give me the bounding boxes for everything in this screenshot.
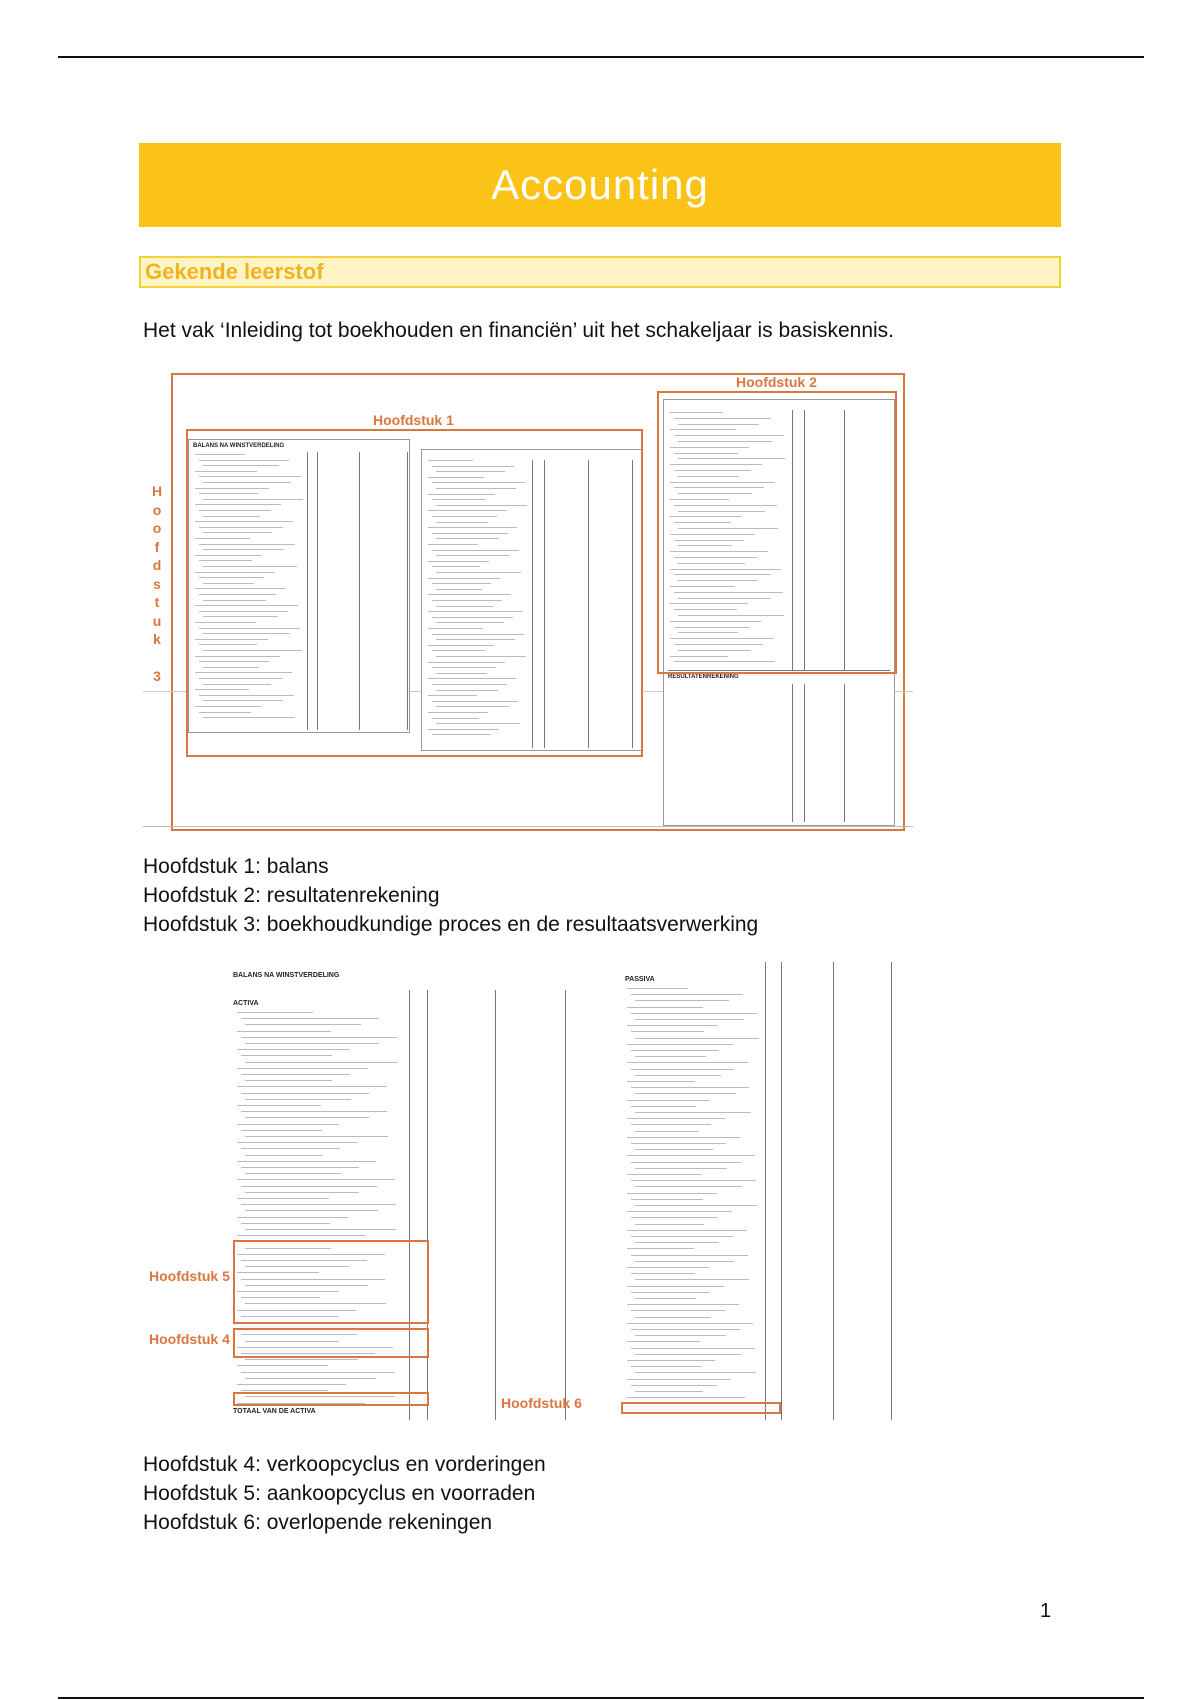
sheet-text-line [635,1279,749,1280]
sheet-text-line [241,1223,330,1224]
chapter-item: Hoofdstuk 5: aankoopcyclus en voorraden [143,1482,536,1505]
sheet-text-line [627,1025,718,1026]
sheet-text-line [635,1205,757,1206]
chapter3-label: H o o f d s t u k 3 [151,483,163,684]
sheet-text-line [627,1230,747,1231]
chapter-item: Hoofdstuk 6: overlopende rekeningen [143,1511,493,1534]
chapter2-label: Hoofdstuk 2 [736,374,817,390]
sheet-text-line [627,1044,733,1045]
balance-sheet-activa: BALANS NA WINSTVERDELING [188,439,410,733]
chapter1-label: Hoofdstuk 1 [373,412,454,428]
sheet-text-line [631,1031,704,1032]
sheet-text-line [237,1068,368,1069]
sheet-text-line [241,1130,322,1131]
sheet-text-line [245,1210,378,1211]
chapter4-label: Hoofdstuk 4 [149,1331,230,1347]
sheet-text-line [627,988,688,989]
sheet-text-line [635,1019,744,1020]
sheet-text-line [627,1155,755,1156]
sheet-text-line [237,1142,358,1143]
sheet-text-line [241,1167,359,1168]
chapter-item: Hoofdstuk 1: balans [143,855,329,878]
sheet-text-line [631,1255,748,1256]
sheet-text-line [627,1248,694,1249]
title-banner [139,143,1061,227]
sheet-text-line [627,1100,710,1101]
sheet-text-line [627,1360,715,1361]
chapter6-label: Hoofdstuk 6 [501,1395,582,1411]
bottom-rule [58,1697,1144,1699]
sheet-text-line [245,1155,322,1156]
sheet-text-line [237,1179,395,1180]
sheet-text-line [631,1310,725,1311]
sheet-text-line [241,1074,350,1075]
section-heading: Gekende leerstof [145,259,324,284]
sheet-text-line [245,1192,359,1193]
chapter5-frame [233,1240,429,1324]
sheet-text-line [631,1106,696,1107]
activa-detail-sheet: BALANS NA WINSTVERDELING ACTIVA TOTAAL VAN DE ACTIVA [233,960,573,1420]
passiva-detail-sheet: PASSIVA [621,962,903,1422]
chapter6-frame-left [233,1392,429,1406]
sheet-text-line [631,1199,703,1200]
sheet-text-line [245,1062,398,1063]
sheet-text-line [245,1136,388,1137]
sheet-text-line [627,1267,709,1268]
sheet-text-line [635,1149,713,1150]
sheet-text-line [635,1242,719,1243]
sheet-text-line [635,1112,751,1113]
sheet-text-line [631,1217,718,1218]
sheet-text-line [631,1273,695,1274]
sheet-text-line [237,1198,329,1199]
sheet-text-line [241,1018,379,1019]
sheet-text-line [631,1069,734,1070]
chapter1-frame [186,429,643,757]
sheet-text-line [635,1261,734,1262]
sheet-text-line [635,1317,711,1318]
sheet-text-line [635,1335,726,1336]
sheet-text-line [627,1193,717,1194]
sheet-text-line [627,1379,730,1380]
sheet-text-line [631,1013,757,1014]
sheet-text-line [245,1024,361,1025]
sheet-text-line [245,1378,376,1379]
chapter-item: Hoofdstuk 4: verkoopcyclus en vorderingen [143,1453,546,1476]
sheet-text-line [631,1162,741,1163]
sheet-text-line [627,1341,700,1342]
sheet-text-line [635,1354,741,1355]
sheet-text-line [241,1037,397,1038]
sheet-text-line [635,1224,704,1225]
sheet-text-line [627,1174,702,1175]
sheet-text-line [245,1043,379,1044]
sheet-text-line [237,1217,348,1218]
sheet-text-line [627,1397,745,1398]
sheet-text-line [635,1298,696,1299]
page-number: 1 [1040,1600,1052,1622]
figure1-bottom-line [143,826,913,827]
sheet-text-line [245,1099,351,1100]
chapter2-frame [657,391,897,674]
sheet-text-line [635,1075,721,1076]
sheet-text-line [635,1186,742,1187]
sheet-text-line [241,1204,396,1205]
sheet-text-line [631,1292,710,1293]
sheet-text-line [237,1235,366,1236]
sheet-text-line [237,1384,346,1385]
sheet-text-line [631,1236,733,1237]
sheet-text-line [635,1131,698,1132]
income-statement-sheet: RESULTATENREKENING [663,399,895,826]
sheet-text-line [631,1348,755,1349]
sheet-text-line [627,1081,695,1082]
sheet-text-line [635,1391,703,1392]
sheet-text-line [635,1168,727,1169]
sheet-text-line [237,1031,331,1032]
sheet-text-line [241,1093,369,1094]
sheet-text-line [631,1050,719,1051]
sheet-text-line [627,1137,740,1138]
section-heading-box [139,256,1061,288]
sheet-text-line [237,1012,313,1013]
sheet-text-line [241,1372,394,1373]
chapter5-label: Hoofdstuk 5 [149,1268,230,1284]
sheet-text-line [241,1148,340,1149]
sheet-text-line [627,1007,703,1008]
sheet-text-line [237,1086,387,1087]
sheet-text-line [631,1143,726,1144]
chapter-list-1 [143,852,758,939]
sheet-text-line [237,1105,321,1106]
sheet-text-line [241,1055,332,1056]
sheet-text-line [627,1118,725,1119]
intro-paragraph: Het vak ‘Inleiding tot boekhouden en financiën’ uit het schakeljaar is basiskennis. [143,319,895,342]
sheet-text-line [245,1117,369,1118]
sheet-text-line [627,1323,753,1324]
sheet-text-line [631,1180,756,1181]
sheet-text-line [241,1186,377,1187]
sheet-text-line [237,1161,376,1162]
sheet-text-line [631,994,743,995]
document-title: Accounting [491,161,709,208]
chapter-list-2 [143,1450,546,1537]
sheet-text-line [635,1000,729,1001]
sheet-text-line [635,1372,756,1373]
sheet-text-line [245,1173,341,1174]
sheet-text-line [237,1124,339,1125]
sheet-text-line [237,1365,328,1366]
figure-balance-overview [143,365,913,835]
sheet-text-line [627,1286,724,1287]
sheet-text-line [631,1329,740,1330]
sheet-text-line [635,1056,706,1057]
chapter-item: Hoofdstuk 2: resultatenrekening [143,884,440,907]
sheet-text-line [237,1049,350,1050]
figure-balance-detail [143,960,913,1430]
sheet-text-line [245,1359,358,1360]
sheet-text-line [627,1304,739,1305]
sheet-text-line [627,1211,732,1212]
sheet-text-line [245,1080,332,1081]
sheet-text-line [245,1229,396,1230]
sheet-text-line [241,1111,387,1112]
chapter-item: Hoofdstuk 3: boekhoudkundige proces en de resultaatsverwerking [143,913,759,936]
top-rule [58,56,1144,58]
chapter6-frame-right [621,1402,781,1414]
sheet-text-line [631,1385,717,1386]
sheet-text-line [627,1062,748,1063]
sheet-text-line [631,1366,702,1367]
sheet-text-line [631,1087,749,1088]
sheet-text-line [631,1124,711,1125]
chapter4-frame [233,1328,429,1358]
sheet-text-line [635,1093,736,1094]
sheet-text-line [635,1038,759,1039]
